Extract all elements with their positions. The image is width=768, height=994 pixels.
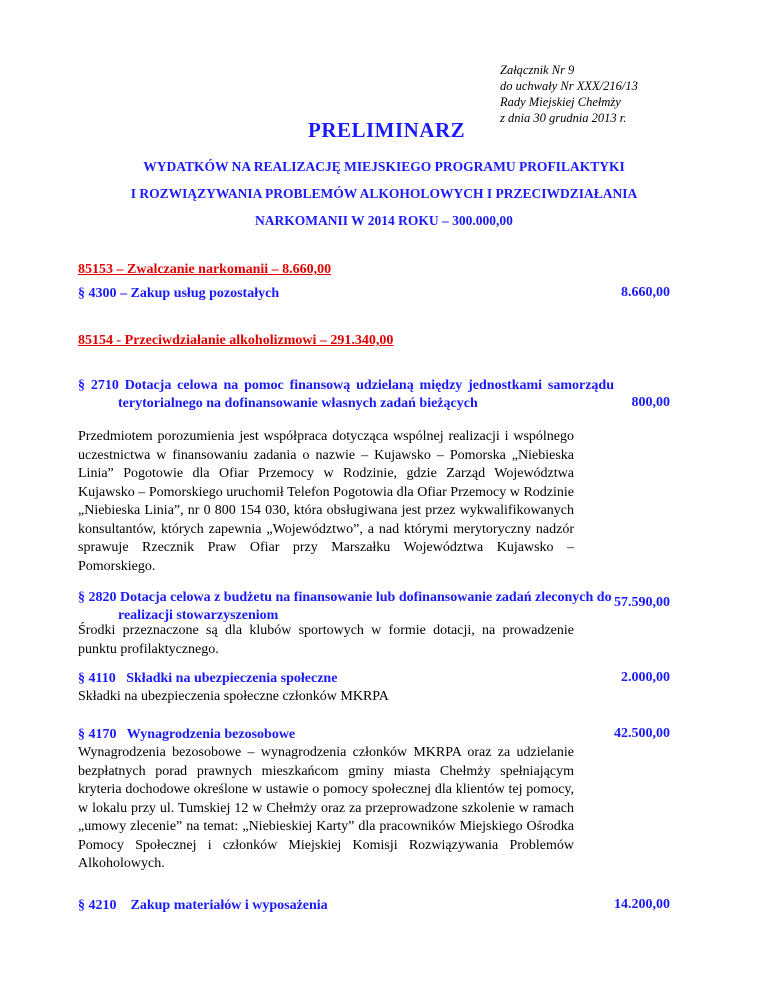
item-amount-2820: 57.590,00 <box>614 595 670 610</box>
annex-line: Rady Miejskiej Chełmży <box>500 95 621 109</box>
item-heading-4170: § 4170 Wynagrodzenia bezosobowe <box>78 727 296 742</box>
item-heading-2820: § 2820 Dotacja celowa z budżetu na finansowanie lub dofinansowanie zadań zleconych do realizacji stowarzyszeniom <box>78 590 612 623</box>
item-heading-4300: § 4300 – Zakup usług pozostałych <box>78 286 280 301</box>
item-heading-4210: § 4210 Zakup materiałów i wyposażenia <box>78 898 328 913</box>
section-heading-85153: 85153 – Zwalczanie narkomanii – 8.660,00 <box>78 262 332 277</box>
subtitle-line: WYDATKÓW NA REALIZACJĘ MIEJSKIEGO PROGRAMU PROFILAKTYKI <box>143 159 625 174</box>
item-heading-4110: § 4110 Składki na ubezpieczenia społeczne <box>78 671 338 686</box>
item-description-2710: Przedmiotem porozumienia jest współpraca dotycząca wspólnej realizacji i wspólnego uczestnictwa w finansowaniu zadania o nazwie – Kujawsko – Pomorska „Niebieska Linia” Pogotowie dla Ofiar Przemocy w Rodzinie, gdzie Zarząd Województwa Kujawsko – Pomorskiego uruchomił Telefon Pogotowia dla Ofiar Przemocy w Rodzinie „Niebieska Linia”, nr 0 800 154 030, która obsługiwana jest przez wykwalifikowanych konsultantów, których zapewnia „Województwo”, a nad którymi merytoryczny nadzór sprawuje Rzecznik Praw Ofiar przy Marszałku Województwa Kujawsko – Pomorskiego. <box>78 429 574 574</box>
item-description-4170: Wynagrodzenia bezosobowe – wynagrodzenia członków MKRPA oraz za udzielanie bezpłatnych porad prawnych mieszkańcom gminy miasta Chełmży spełniającym kryteria dochodowe określone w ustawie o pomocy społecznej dla klientów tej pomocy, w lokalu przy ul. Tumskiej 12 w Chełmży oraz za przeprowadzone szkolenie w ramach „umowy zlecenie” na temat: „Niebieskiej Karty” dla pracowników Miejskiego Ośrodka Pomocy Społecznej i członków Miejskiej Komisji Rozwiązywania Problemów Alkoholowych. <box>78 745 574 871</box>
item-description-2820: Środki przeznaczone są dla klubów sportowych w formie dotacji, na prowadzenie punktu profilaktycznego. <box>78 623 574 657</box>
page-title: PRELIMINARZ <box>308 118 466 142</box>
annex-line: z dnia 30 grudnia 2013 r. <box>500 111 627 125</box>
item-amount-4110: 2.000,00 <box>621 670 670 685</box>
item-amount-4300: 8.660,00 <box>621 285 670 300</box>
item-heading-2710: § 2710 Dotacja celowa na pomoc finansową udzielaną między jednostkami samorządu terytorialnego na dofinansowanie własnych zadań bieżących <box>78 378 614 411</box>
annex-line: Załącznik Nr 9 <box>500 63 575 77</box>
annex-note <box>500 62 638 126</box>
item-amount-2710: 800,00 <box>631 395 670 410</box>
item-amount-4210: 14.200,00 <box>614 897 670 912</box>
annex-line: do uchwały Nr XXX/216/13 <box>500 79 638 93</box>
section-heading-85154: 85154 - Przeciwdziałanie alkoholizmowi – 291.340,00 <box>78 333 394 348</box>
item-amount-4170: 42.500,00 <box>614 726 670 741</box>
subtitle-line: NARKOMANII W 2014 ROKU – 300.000,00 <box>255 213 513 228</box>
subtitle-line: I ROZWIĄZYWANIA PROBLEMÓW ALKOHOLOWYCH I PRZECIWDZIAŁANIA <box>130 186 638 201</box>
item-description-4110: Składki na ubezpieczenia społeczne członków MKRPA <box>78 689 389 704</box>
